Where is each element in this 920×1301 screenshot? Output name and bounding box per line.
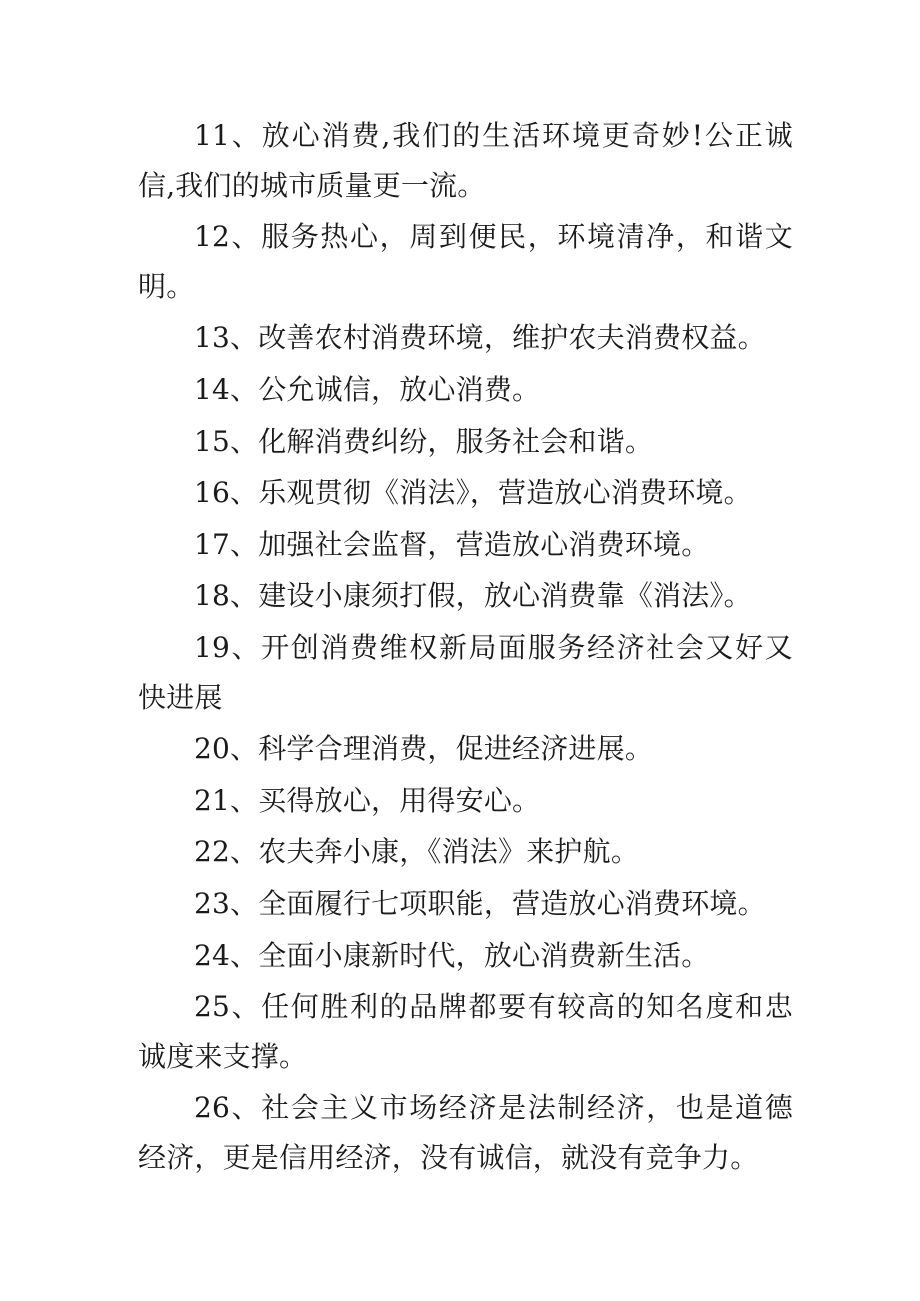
paragraph-20: 20、科学合理消费，促进经济进展。 [194, 732, 654, 766]
paragraph-18: 18、建设小康须打假，放心消费靠《消法》。 [194, 579, 752, 613]
paragraph-22: 22、农夫奔小康，《消法》来护航。 [194, 835, 640, 869]
paragraph-19: 19、开创消费维权新局面服务经济社会又好又快进展 [138, 630, 793, 714]
document-body [138, 111, 793, 1184]
paragraph-11: 11、放心消费,我们的生活环境更奇妙!公正诚信,我们的城市质量更一流。 [138, 119, 793, 202]
paragraph-13: 13、改善农村消费环境，维护农夫消费权益。 [194, 321, 766, 355]
paragraph-21: 21、买得放心，用得安心。 [194, 783, 541, 817]
paragraph-14: 14、公允诚信，放心消费。 [194, 372, 541, 406]
paragraph-24: 24、全面小康新时代，放心消费新生活。 [194, 938, 710, 972]
paragraph-23: 23、全面履行七项职能，营造放心消费环境。 [194, 886, 766, 920]
paragraph-17: 17、加强社会监督，营造放心消费环境。 [194, 527, 710, 561]
paragraph-16: 16、乐观贯彻《消法》，营造放心消费环境。 [194, 476, 752, 510]
paragraph-12: 12、服务热心，周到便民，环境清净，和谐文明。 [138, 220, 793, 303]
paragraph-26: 26、社会主义市场经济是法制经济，也是道德经济，更是信用经济，没有诚信，就没有竞争力。 [138, 1091, 793, 1174]
paragraph-15: 15、化解消费纠纷，服务社会和谐。 [194, 424, 654, 458]
paragraph-25: 25、任何胜利的品牌都要有较高的知名度和忠诚度来支撑。 [138, 990, 793, 1073]
